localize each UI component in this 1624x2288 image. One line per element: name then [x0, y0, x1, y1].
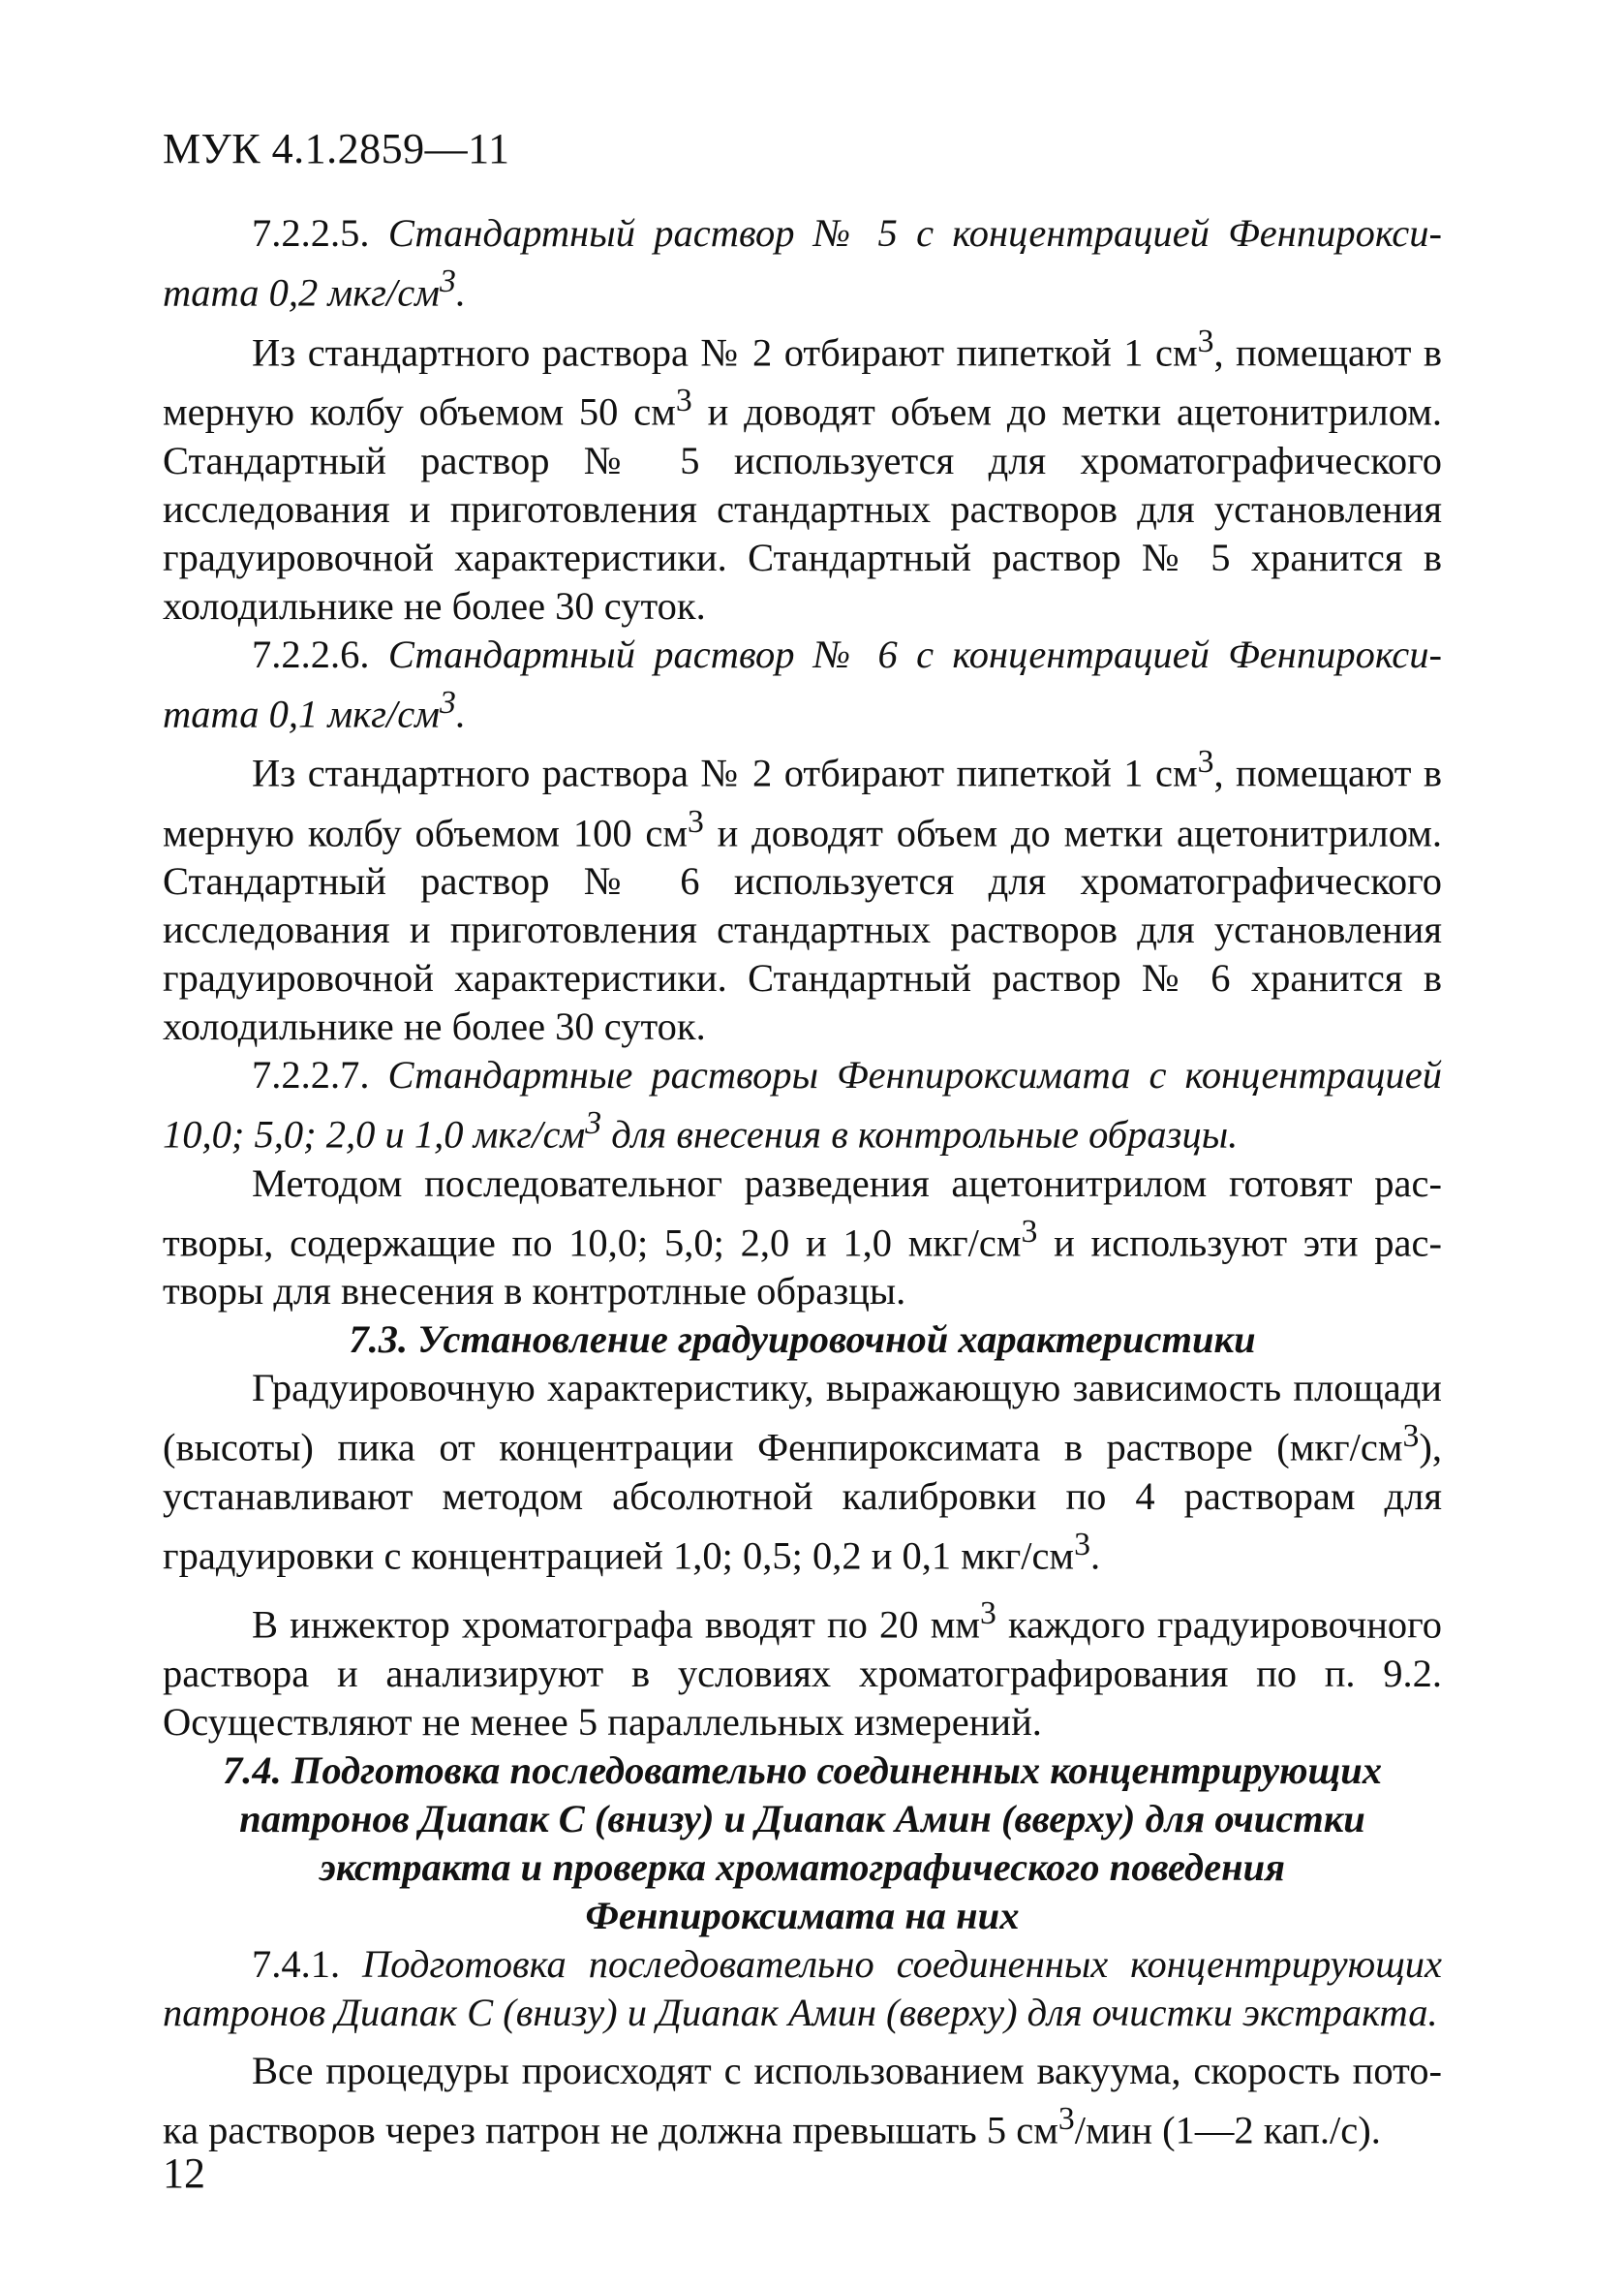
superscript: 3 [1197, 323, 1214, 359]
section-title: Стандартный раствор № 6 с концентрацией Фенпироксиmата 0,1 мкг/см [163, 632, 1442, 735]
paragraph-text: Из стандартного раствора № 2 отбирают пипеткой 1 см [252, 751, 1198, 795]
section-7-4-1-title [163, 1940, 1442, 2037]
paragraph-solution-5 [163, 318, 1442, 631]
section-number: 7.2.2.5. [252, 211, 370, 255]
paragraph-text: и используют эти растворы для внесения в контротлные образцы. [163, 1221, 1442, 1313]
paragraph-injection [163, 1590, 1442, 1747]
paragraph-text: Все процедуры происходят с использованием вакуума, скорость потока растворов через патрон не должна превышать 5 см [163, 2048, 1442, 2151]
superscript: 3 [1021, 1213, 1038, 1250]
paragraph-text: Из стандартного раствора № 2 отбирают пипеткой 1 см [252, 330, 1198, 374]
superscript: 3 [1197, 744, 1214, 780]
paragraph-text: , помещают в мерную колбу объемом 50 см [163, 330, 1442, 434]
document-code-header: МУК 4.1.2859—11 [163, 125, 510, 172]
section-title: Стандартные растворы Фенпироксимата с концентрацией 10,0; 5,0; 2,0 и 1,0 мкг/см [163, 1053, 1442, 1157]
paragraph-dilution [163, 1159, 1442, 1316]
section-number: 7.4.1. [252, 1941, 341, 1986]
paragraph-text: Градуировочную характеристику, выражающую зависимость площади (высоты) пика от концентрации Фенпироксимата в растворе (мкг/см [163, 1366, 1442, 1469]
superscript: 3 [440, 684, 456, 721]
section-title: Подготовка последовательно соединенных концентрирующих патронов Диапак С (внизу) и Диапак Амин (вверху) для очистки экстракта. [163, 1941, 1442, 2034]
section-number: 7.2.2.7. [252, 1053, 370, 1097]
heading-7-3: 7.3. Установление градуировочной характеристики [349, 1317, 1256, 1361]
paragraph-calibration [163, 1364, 1442, 1580]
superscript: 3 [675, 383, 692, 418]
section-number: 7.2.2.6. [252, 632, 370, 676]
section-7-2-2-5-title [163, 209, 1442, 318]
superscript: 3 [688, 803, 704, 840]
paragraph-vacuum [163, 2047, 1442, 2155]
section-title-tail: . [455, 692, 467, 735]
section-title-tail: для внесения в контрольные образцы. [601, 1112, 1239, 1157]
section-title: Стандартный раствор № 5 с концентрацией Фенпироксиmата 0,2 мкг/см [163, 211, 1442, 315]
paragraph-text: и доводят объем до метки ацетонитрилом. Стандартный раствор № 5 используется для хроматографического исследования и приготовления стандартных растворов для установления градуировочной характеристики. Стандартный раствор № 5 хранится в холодильнике не более 30 суток. [163, 389, 1442, 628]
superscript: 3 [979, 1595, 996, 1631]
section-title-tail: . [455, 270, 467, 315]
superscript: 3 [1057, 2100, 1075, 2137]
heading-7-4: 7.4. Подготовка последовательно соединенных концентрирующих патронов Диапак С (внизу) и Диапак Амин (вверху) для очистки экстракта и проверка хроматографического поведения Фенпироксимата на них [222, 1747, 1383, 1937]
paragraph-text: /мин (1—2 кап./с). [1074, 2108, 1381, 2151]
paragraph-text: Методом последовательног разведения ацетонитрилом готовят растворы, содержащие по 10,0; 5,0; 2,0 и 1,0 мкг/см [163, 1160, 1442, 1264]
superscript: 3 [585, 1105, 602, 1141]
section-7-2-2-6-title [163, 631, 1442, 739]
superscript: 3 [440, 263, 456, 299]
superscript: 3 [1402, 1418, 1420, 1454]
paragraph-text: ), устанавливают методом абсолютной калибровки по 4 растворам для градуировки с концентрацией 1,0; 0,5; 0,2 и 0,1 мкг/см [163, 1425, 1442, 1577]
section-7-2-2-7-title [163, 1051, 1442, 1159]
paragraph-text: каждого градуировочного раствора и анализируют в условиях хроматографирования по п. 9.2. Осуществляют не менее 5 параллельных измерений. [163, 1602, 1442, 1744]
paragraph-text: . [1089, 1533, 1101, 1577]
page-number: 12 [163, 2149, 205, 2197]
paragraph-text: В инжектор хроматографа вводят по 20 мм [252, 1602, 980, 1647]
paragraph-text: и доводят объем до метки ацетонитрилом. Стандартный раствор № 6 используется для хроматографического исследования и приготовления стандартных растворов для установления градуировочной характеристики. Стандартный раствор № 6 хранится в холодильнике не более 30 суток. [163, 811, 1442, 1048]
superscript: 3 [1074, 1526, 1090, 1562]
paragraph-solution-6 [163, 738, 1442, 1051]
paragraph-text: , помещают в мерную колбу объемом 100 см [163, 751, 1442, 854]
document-body [163, 209, 1442, 2154]
